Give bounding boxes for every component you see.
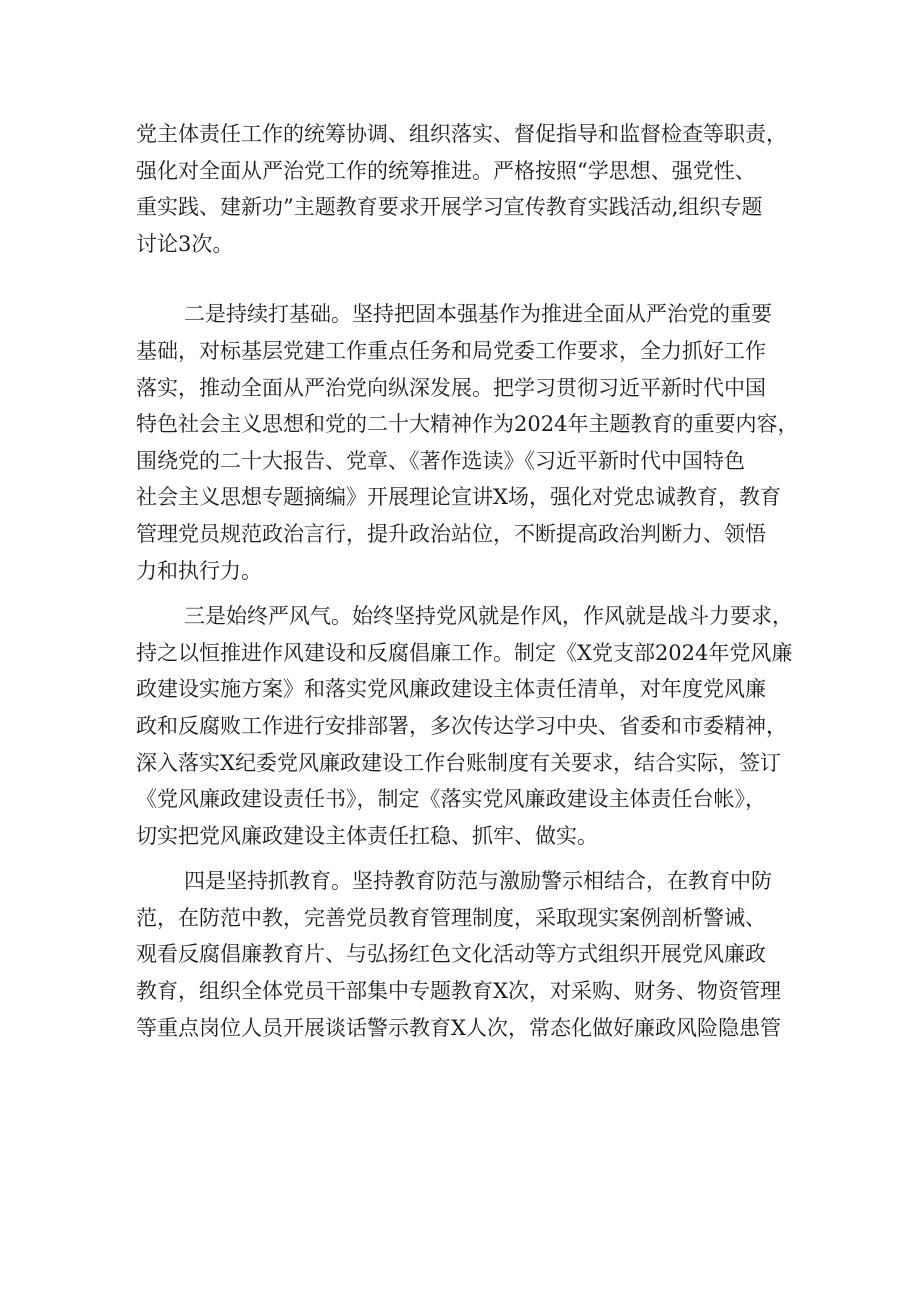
text-line: 党主体责任工作的统筹协调、组织落实、督促指导和监督检查等职责， [136, 122, 787, 146]
text-line: 强化对全面从严治党工作的统筹推进。严格按照“学思想、强党性、 [136, 158, 756, 183]
text-line: 社会主义思想专题摘编》开展理论宣讲X场，强化对党忠诚教育，教育 [136, 485, 781, 510]
text-line: 观看反腐倡廉教育片、与弘扬红色文化活动等方式组织开展党风廉政 [136, 942, 766, 967]
text-line: 《党风廉政建设责任书》，制定《落实党风廉政建设主体责任台帐》， [136, 787, 766, 812]
text-line: 政建设实施方案》和落实党风廉政建设主体责任清单，对年度党风廉 [136, 677, 766, 702]
paragraph-continued [136, 116, 804, 262]
text-line: 力和执行力。 [136, 558, 262, 583]
text-line: 深入落实X纪委党风廉政建设工作台账制度有关要求，结合实际，签订 [136, 750, 781, 775]
text-line: 基础，对标基层党建工作重点任务和局党委工作要求，全力抓好工作 [136, 338, 766, 363]
document-body [136, 116, 804, 1046]
text-line: 等重点岗位人员开展谈话警示教育X人次，常态化做好廉政风险隐患管 [136, 1015, 781, 1040]
text-line: 管理党员规范政治言行，提升政治站位，不断提高政治判断力、领悟 [136, 521, 766, 546]
text-line: 政和反腐败工作进行安排部署，多次传达学习中央、省委和市委精神， [136, 713, 787, 738]
paragraph-point-two [136, 296, 804, 589]
text-line: 重实践、建新功”主题教育要求开展学习宣传教育实践活动,组织专题 [136, 195, 763, 220]
text-line: 范，在防范中教，完善党员教育管理制度，采取现实案例剖析警诫、 [136, 905, 766, 930]
text-line: 落实，推动全面从严治党向纵深发展。把学习贯彻习近平新时代中国 [136, 375, 766, 400]
text-line: 教育，组织全体党员干部集中专题教育X次，对采购、财务、物资管理 [136, 979, 781, 1004]
text-line: 切实把党风廉政建设主体责任扛稳、抓牢、做实。 [136, 823, 598, 848]
text-line: 三是始终严风气。始终坚持党风就是作风，作风就是战斗力要求， [184, 604, 793, 629]
text-line: 讨论3次。 [136, 231, 234, 256]
paragraph-point-three [136, 598, 804, 854]
text-line: 持之以恒推进作风建设和反腐倡廉工作。制定《X党支部2024年党风廉 [136, 640, 793, 665]
text-line: 围绕党的二十大报告、党章、《著作选读》《习近平新时代中国特色 [136, 448, 745, 473]
paragraph-gap [136, 854, 804, 863]
text-line: 四是坚持抓教育。坚持教育防范与激励警示相结合，在教育中防 [184, 869, 772, 894]
paragraph-gap [136, 589, 804, 598]
paragraph-point-four [136, 863, 804, 1046]
text-line: 二是持续打基础。坚持把固本强基作为推进全面从严治党的重要 [184, 302, 772, 327]
text-line: 特色社会主义思想和党的二十大精神作为2024年主题教育的重要内容， [136, 412, 799, 437]
paragraph-gap [136, 262, 804, 296]
